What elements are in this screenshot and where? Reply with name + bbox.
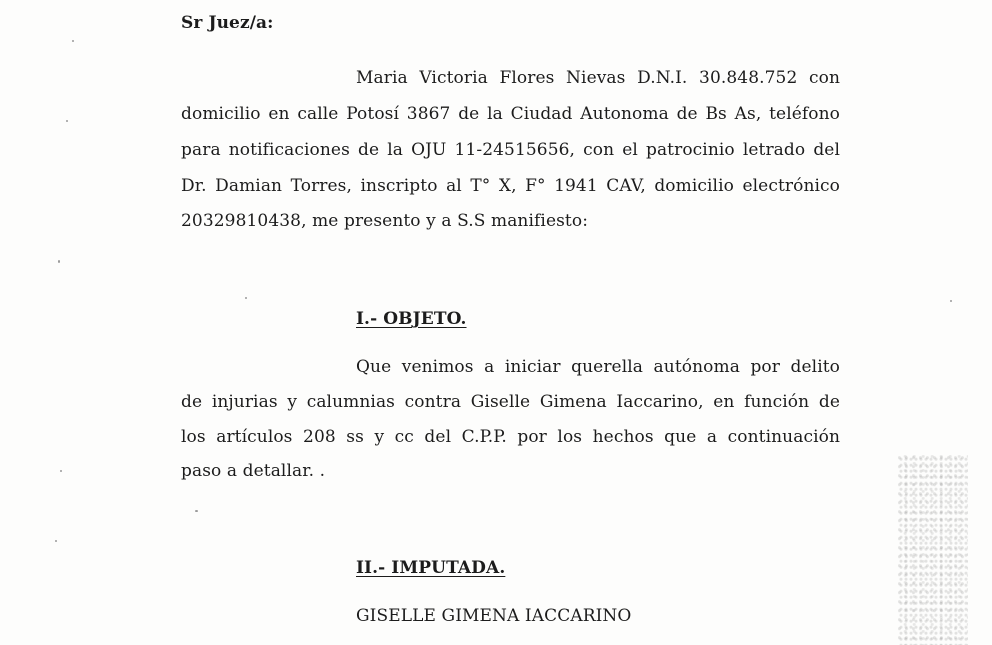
section-heading-imputada: II.- IMPUTADA. xyxy=(356,558,506,578)
objeto-line-3: los artículos 208 ss y cc del C.P.P. por los hechos que a continuación xyxy=(181,427,840,447)
objeto-line-4: paso a detallar. . xyxy=(181,461,326,481)
scan-noise xyxy=(898,455,968,645)
scan-speck xyxy=(60,470,62,472)
salutation: Sr Juez/a: xyxy=(181,13,274,33)
scan-speck xyxy=(55,540,57,542)
objeto-line-1: Que venimos a iniciar querella autónoma por delito xyxy=(356,357,840,377)
section-heading-objeto: I.- OBJETO. xyxy=(356,309,467,329)
scan-speck xyxy=(72,40,74,42)
intro-line-1: Maria Victoria Flores Nievas D.N.I. 30.848.752 con xyxy=(356,68,840,88)
intro-line-4: Dr. Damian Torres, inscripto al T° X, F° 1941 CAV, domicilio electrónico xyxy=(181,176,840,196)
scan-speck xyxy=(195,510,198,512)
intro-line-2: domicilio en calle Potosí 3867 de la Ciudad Autonoma de Bs As, teléfono xyxy=(181,104,840,124)
scan-speck xyxy=(58,260,60,263)
scan-speck xyxy=(245,297,247,299)
intro-line-5: 20329810438, me presento y a S.S manifiesto: xyxy=(181,211,589,231)
objeto-line-2: de injurias y calumnias contra Giselle Gimena Iaccarino, en función de xyxy=(181,392,840,412)
scan-speck xyxy=(950,300,952,302)
scan-speck xyxy=(66,120,68,122)
imputada-name: GISELLE GIMENA IACCARINO xyxy=(356,606,632,626)
intro-line-3: para notificaciones de la OJU 11-24515656, con el patrocinio letrado del xyxy=(181,140,840,160)
